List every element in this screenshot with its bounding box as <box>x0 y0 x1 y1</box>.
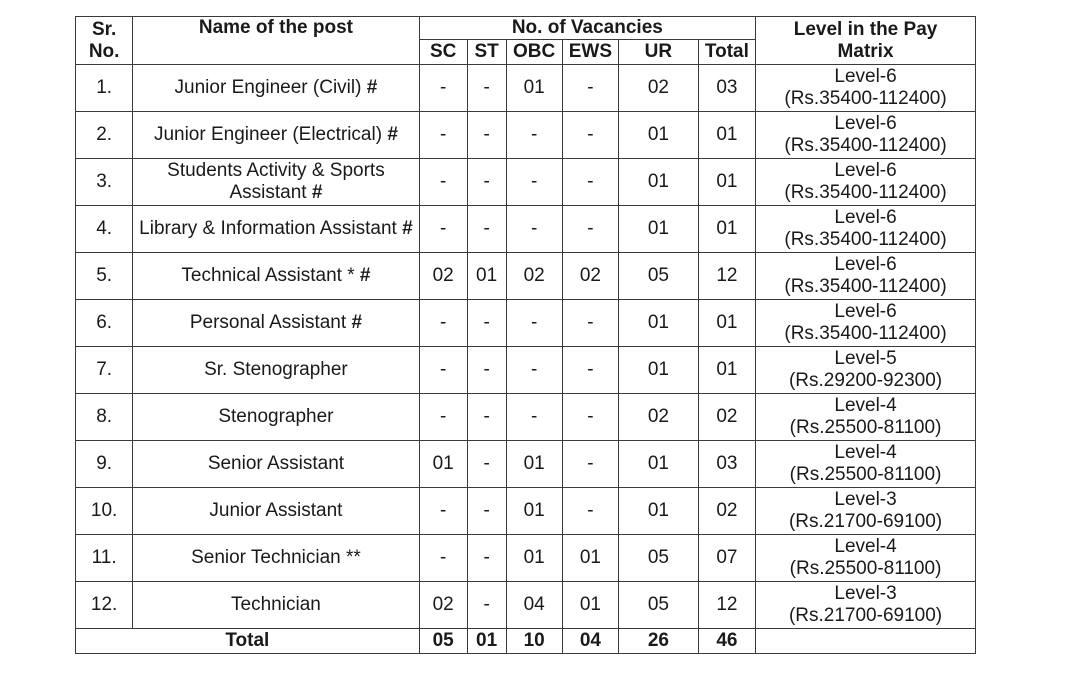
cell-sr-no: 11. <box>76 535 133 582</box>
cell-ur: 02 <box>619 65 699 112</box>
cell-sr-no: 7. <box>76 347 133 394</box>
cell-st: - <box>467 300 506 347</box>
cell-post-name: Technical Assistant * # <box>133 253 419 300</box>
cell-sr-no: 12. <box>76 582 133 629</box>
cell-pay-level: Level-4 (Rs.25500-81100) <box>756 441 976 488</box>
post-mark: # <box>387 124 398 145</box>
cell-st: - <box>467 582 506 629</box>
cell-sc: - <box>419 65 467 112</box>
total-ews: 04 <box>562 629 618 654</box>
total-sc: 05 <box>419 629 467 654</box>
header-name-of-post: Name of the post <box>133 17 419 65</box>
cell-ur: 05 <box>619 253 699 300</box>
cell-pay-level: Level-6 (Rs.35400-112400) <box>756 206 976 253</box>
cell-sc: 02 <box>419 253 467 300</box>
table-row <box>76 582 976 629</box>
cell-ur: 05 <box>619 535 699 582</box>
header-ur: UR <box>619 40 699 65</box>
cell-ur: 01 <box>619 159 699 206</box>
cell-total: 01 <box>698 300 755 347</box>
header-row-1 <box>76 17 976 40</box>
cell-ews: - <box>562 206 618 253</box>
cell-post-name: Personal Assistant # <box>133 300 419 347</box>
cell-obc: 04 <box>506 582 562 629</box>
cell-ews: 01 <box>562 582 618 629</box>
post-mark: # <box>359 265 371 286</box>
post-mark: # <box>351 312 363 333</box>
cell-post-name: Senior Assistant <box>133 441 419 488</box>
cell-ews: 01 <box>562 535 618 582</box>
cell-pay-level: Level-6 (Rs.35400-112400) <box>756 300 976 347</box>
cell-obc: - <box>506 300 562 347</box>
cell-total: 01 <box>698 159 755 206</box>
cell-pay-level: Level-6 (Rs.35400-112400) <box>756 112 976 159</box>
cell-ur: 01 <box>619 206 699 253</box>
total-label: Total <box>76 629 420 654</box>
table-row <box>76 206 976 253</box>
cell-obc: - <box>506 394 562 441</box>
cell-post-name: Library & Information Assistant # <box>133 206 419 253</box>
cell-st: - <box>467 159 506 206</box>
table-row <box>76 300 976 347</box>
cell-total: 03 <box>698 441 755 488</box>
cell-total: 03 <box>698 65 755 112</box>
cell-st: - <box>467 206 506 253</box>
header-obc: OBC <box>506 40 562 65</box>
cell-sc: - <box>419 159 467 206</box>
cell-total: 01 <box>698 347 755 394</box>
cell-total: 07 <box>698 535 755 582</box>
cell-ur: 01 <box>619 347 699 394</box>
header-ews: EWS <box>562 40 618 65</box>
cell-sr-no: 3. <box>76 159 133 206</box>
cell-ews: - <box>562 65 618 112</box>
total-st: 01 <box>467 629 506 654</box>
cell-pay-level: Level-3 (Rs.21700-69100) <box>756 582 976 629</box>
cell-st: - <box>467 535 506 582</box>
cell-pay-level: Level-3 (Rs.21700-69100) <box>756 488 976 535</box>
cell-pay-level: Level-4 (Rs.25500-81100) <box>756 535 976 582</box>
cell-ur: 01 <box>619 441 699 488</box>
cell-st: - <box>467 394 506 441</box>
total-row <box>76 629 976 654</box>
cell-st: - <box>467 112 506 159</box>
cell-sr-no: 5. <box>76 253 133 300</box>
cell-obc: - <box>506 112 562 159</box>
cell-obc: - <box>506 347 562 394</box>
cell-post-name: Junior Assistant <box>133 488 419 535</box>
cell-obc: 01 <box>506 488 562 535</box>
cell-ews: - <box>562 488 618 535</box>
cell-total: 12 <box>698 253 755 300</box>
cell-sr-no: 6. <box>76 300 133 347</box>
cell-sc: - <box>419 535 467 582</box>
cell-ur: 05 <box>619 582 699 629</box>
post-mark: # <box>366 77 378 98</box>
cell-st: - <box>467 65 506 112</box>
cell-pay-level: Level-6 (Rs.35400-112400) <box>756 253 976 300</box>
table-row <box>76 159 976 206</box>
cell-obc: 01 <box>506 65 562 112</box>
table-row <box>76 535 976 582</box>
cell-sr-no: 10. <box>76 488 133 535</box>
cell-ur: 01 <box>619 488 699 535</box>
cell-obc: 02 <box>506 253 562 300</box>
cell-st: 01 <box>467 253 506 300</box>
cell-ews: 02 <box>562 253 618 300</box>
cell-total: 02 <box>698 394 755 441</box>
cell-sr-no: 1. <box>76 65 133 112</box>
cell-post-name: Junior Engineer (Electrical) # <box>133 112 419 159</box>
cell-obc: 01 <box>506 441 562 488</box>
cell-ur: 01 <box>619 112 699 159</box>
cell-total: 12 <box>698 582 755 629</box>
cell-sr-no: 8. <box>76 394 133 441</box>
table-row <box>76 488 976 535</box>
cell-st: - <box>467 347 506 394</box>
total-obc: 10 <box>506 629 562 654</box>
total-pay-empty <box>756 629 976 654</box>
cell-obc: - <box>506 159 562 206</box>
cell-obc: 01 <box>506 535 562 582</box>
cell-pay-level: Level-6 (Rs.35400-112400) <box>756 159 976 206</box>
cell-sc: - <box>419 300 467 347</box>
cell-post-name: Sr. Stenographer <box>133 347 419 394</box>
cell-st: - <box>467 488 506 535</box>
cell-post-name: Junior Engineer (Civil) # <box>133 65 419 112</box>
total-ur: 26 <box>619 629 699 654</box>
cell-ews: - <box>562 112 618 159</box>
cell-obc: - <box>506 206 562 253</box>
header-sr-no: Sr. No. <box>76 17 133 65</box>
cell-pay-level: Level-5 (Rs.29200-92300) <box>756 347 976 394</box>
cell-sc: 02 <box>419 582 467 629</box>
cell-total: 02 <box>698 488 755 535</box>
cell-ews: - <box>562 300 618 347</box>
header-total: Total <box>698 40 755 65</box>
cell-sc: - <box>419 112 467 159</box>
cell-sc: 01 <box>419 441 467 488</box>
cell-pay-level: Level-6 (Rs.35400-112400) <box>756 65 976 112</box>
cell-sc: - <box>419 394 467 441</box>
cell-post-name: Technician <box>133 582 419 629</box>
header-vacancies-group: No. of Vacancies <box>419 17 755 40</box>
cell-ews: - <box>562 441 618 488</box>
cell-sr-no: 4. <box>76 206 133 253</box>
cell-post-name: Students Activity & Sports Assistant # <box>133 159 419 206</box>
cell-total: 01 <box>698 206 755 253</box>
cell-sc: - <box>419 488 467 535</box>
table-row <box>76 65 976 112</box>
total-total: 46 <box>698 629 755 654</box>
cell-ur: 02 <box>619 394 699 441</box>
cell-total: 01 <box>698 112 755 159</box>
table-row <box>76 253 976 300</box>
cell-sc: - <box>419 206 467 253</box>
cell-ur: 01 <box>619 300 699 347</box>
table-row <box>76 394 976 441</box>
header-sc: SC <box>419 40 467 65</box>
cell-sr-no: 2. <box>76 112 133 159</box>
vacancy-table <box>75 16 976 654</box>
table-row <box>76 112 976 159</box>
cell-sc: - <box>419 347 467 394</box>
header-pay-level: Level in the Pay Matrix <box>756 17 976 65</box>
cell-post-name: Stenographer <box>133 394 419 441</box>
cell-post-name: Senior Technician ** <box>133 535 419 582</box>
post-mark: # <box>402 218 413 239</box>
cell-pay-level: Level-4 (Rs.25500-81100) <box>756 394 976 441</box>
cell-sr-no: 9. <box>76 441 133 488</box>
cell-ews: - <box>562 394 618 441</box>
cell-ews: - <box>562 347 618 394</box>
cell-st: - <box>467 441 506 488</box>
header-st: ST <box>467 40 506 65</box>
table-row <box>76 347 976 394</box>
post-mark: # <box>311 182 323 203</box>
cell-ews: - <box>562 159 618 206</box>
table-row <box>76 441 976 488</box>
